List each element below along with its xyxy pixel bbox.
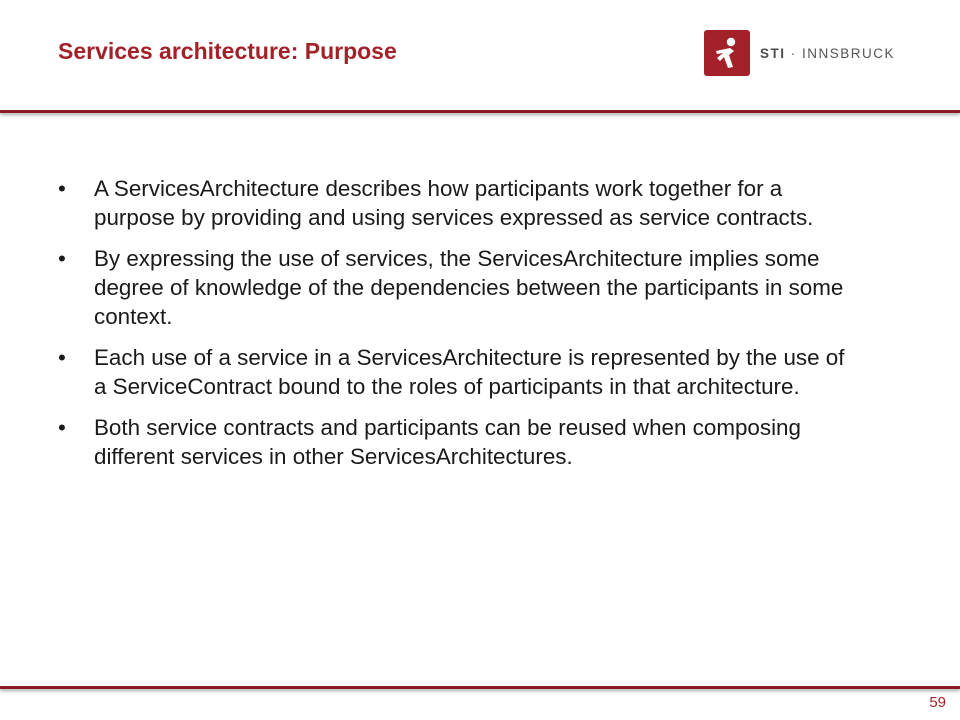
bullet-text: A ServicesArchitecture describes how participants work together for a purpose by providing and using services expressed as service contracts. bbox=[94, 176, 814, 230]
bullet-marker: • bbox=[58, 176, 66, 201]
bullet-item bbox=[58, 343, 848, 401]
logo-separator: · bbox=[785, 45, 803, 61]
bullet-text: Each use of a service in a ServicesArchitecture is represented by the use of a ServiceContract bound to the roles of participants in that architecture. bbox=[94, 345, 845, 399]
bullet-marker: • bbox=[58, 415, 66, 440]
page-number: 59 bbox=[929, 694, 946, 711]
bullet-text: Both service contracts and participants can be reused when composing different services in other ServicesArchitectures. bbox=[94, 415, 801, 469]
bullet-item bbox=[58, 174, 848, 232]
bullet-item bbox=[58, 244, 848, 331]
bullet-text: By expressing the use of services, the ServicesArchitecture implies some degree of knowledge of the dependencies between the participants in some context. bbox=[94, 246, 844, 329]
sti-person-icon bbox=[704, 30, 750, 76]
bullet-marker: • bbox=[58, 246, 66, 271]
logo-text bbox=[760, 46, 895, 61]
logo-name: STI bbox=[760, 45, 786, 61]
bullet-item bbox=[58, 413, 848, 471]
bullet-list bbox=[58, 174, 848, 483]
bullet-marker: • bbox=[58, 345, 66, 370]
logo-subtitle: INNSBRUCK bbox=[802, 45, 896, 61]
footer-divider bbox=[0, 686, 960, 689]
sti-innsbruck-logo bbox=[704, 30, 895, 76]
header-divider bbox=[0, 110, 960, 113]
slide-title: Services architecture: Purpose bbox=[58, 38, 397, 64]
